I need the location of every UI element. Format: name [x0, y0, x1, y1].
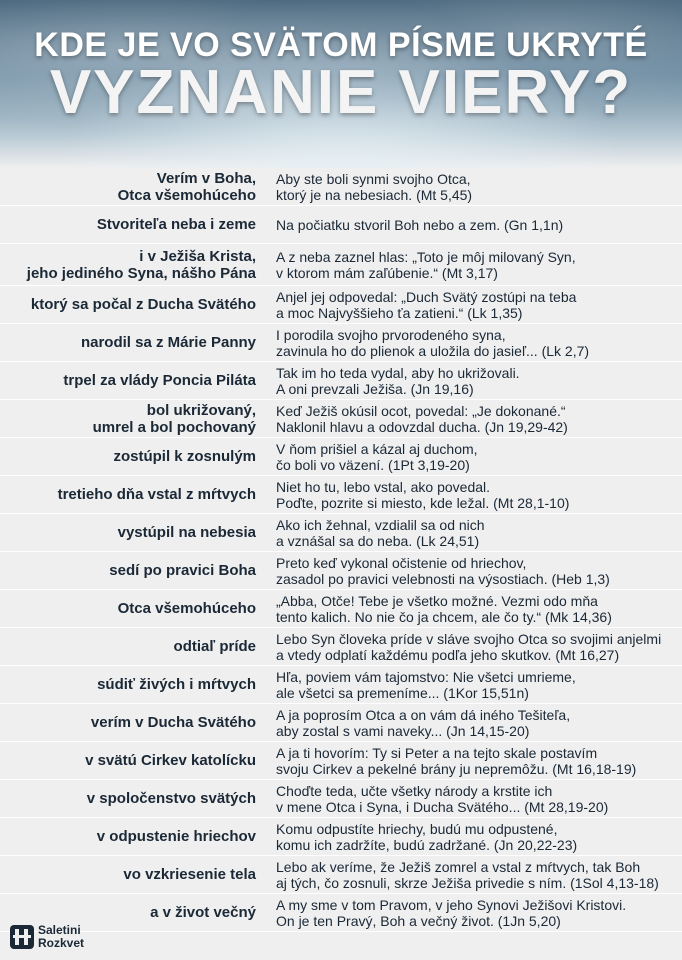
table-row — [0, 476, 682, 514]
table-row — [0, 856, 682, 894]
creed-line: Stvoriteľa neba i zeme — [96, 216, 256, 233]
creed-line: a v život večný — [150, 904, 256, 921]
verse-line: aj tých, čo zosnuli, skrze Ježiša privedie s ním. (1Sol 4,13-18) — [276, 874, 659, 891]
creed-line: vo vzkriesenie tela — [123, 866, 256, 883]
table-row — [0, 742, 682, 780]
creed-line: Otca všemohúceho — [117, 186, 256, 204]
creed-phrase — [20, 438, 256, 475]
creed-phrase — [20, 244, 256, 285]
creed-phrase — [20, 206, 256, 243]
verse-line: tento kalich. No nie čo ja chcem, ale čo ty.“ (Mk 14,36) — [276, 608, 612, 625]
scripture-verse — [276, 742, 672, 779]
creed-line: tretieho dňa vstal z mŕtvych — [57, 486, 256, 503]
verse-line: a moc Najvyššieho ťa zatieni.“ (Lk 1,35) — [276, 304, 523, 321]
verse-line: Preto keď vykonal očistenie od hriechov, — [276, 554, 527, 571]
verse-line: V ňom prišiel a kázal aj duchom, — [276, 440, 478, 457]
verse-line: Niet ho tu, lebo vstal, ako povedal. — [276, 478, 491, 495]
table-row — [0, 590, 682, 628]
verse-line: zasadol po pravici velebnosti na výsostiach. (Heb 1,3) — [276, 570, 610, 587]
creed-line: bol ukrižovaný, — [146, 401, 256, 419]
scripture-verse — [276, 286, 672, 323]
verse-line: Aby ste boli synmi svojho Otca, — [276, 170, 471, 187]
creed-phrase — [20, 362, 256, 399]
logo-line-1: Saletini — [38, 923, 81, 937]
creed-phrase — [20, 628, 256, 665]
table-row — [0, 818, 682, 856]
creed-line: ktorý sa počal z Ducha Svätého — [30, 296, 256, 313]
table-row — [0, 168, 682, 206]
creed-phrase — [20, 590, 256, 627]
verse-line: Komu odpustíte hriechy, budú mu odpustené, — [276, 820, 558, 837]
scripture-verse — [276, 552, 672, 589]
table-row — [0, 438, 682, 476]
scripture-verse — [276, 514, 672, 551]
verse-line: A ja poprosím Otca a on vám dá iného Tešiteľa, — [276, 706, 571, 723]
creed-line: trpel za vlády Poncia Piláta — [63, 372, 256, 389]
creed-line: i v Ježiša Krista, — [139, 247, 256, 265]
creed-phrase — [20, 476, 256, 513]
table-row — [0, 206, 682, 244]
scripture-verse — [276, 894, 672, 931]
verse-line: A ja ti hovorím: Ty si Peter a na tejto skale postavím — [276, 744, 598, 761]
creed-phrase — [20, 780, 256, 817]
verse-line: Lebo ak veríme, že Ježiš zomrel a vstal z mŕtvych, tak Boh — [276, 858, 641, 875]
table-row — [0, 286, 682, 324]
table-row — [0, 324, 682, 362]
creed-phrase — [20, 742, 256, 779]
scripture-verse — [276, 780, 672, 817]
creed-line: Verím v Boha, — [156, 169, 256, 187]
creed-line: súdiť živých i mŕtvych — [97, 676, 256, 693]
saletini-logo-icon — [10, 925, 34, 949]
creed-line: Otca všemohúceho — [117, 600, 256, 617]
verse-line: a vtedy odplatí každému podľa jeho skutkov. (Mt 16,27) — [276, 646, 620, 663]
scripture-verse — [276, 856, 672, 893]
verse-line: zavinula ho do plienok a uložila do jasieľ... (Lk 2,7) — [276, 342, 590, 359]
verse-line: a vznášal sa do neba. (Lk 24,51) — [276, 532, 480, 549]
scripture-verse — [276, 400, 672, 437]
table-row — [0, 780, 682, 818]
logo-line-2: Rozkvet — [38, 936, 85, 950]
verse-line: v ktorom mám zaľúbenie.“ (Mt 3,17) — [276, 264, 498, 281]
table-row — [0, 894, 682, 932]
title-line-2: VYZNANIE VIERY? — [49, 58, 633, 127]
verse-line: čo boli vo väzení. (1Pt 3,19-20) — [276, 456, 470, 473]
creed-table — [0, 168, 682, 932]
verse-line: A my sme v tom Pravom, v jeho Synovi Ježišovi Kristovi. — [276, 896, 627, 913]
creed-phrase — [20, 168, 256, 205]
verse-line: „Abba, Otče! Tebe je všetko možné. Vezmi odo mňa — [276, 592, 598, 609]
verse-line: I porodila svojho prvorodeného syna, — [276, 326, 506, 343]
verse-line: A z neba zaznel hlas: „Toto je môj milovaný Syn, — [276, 248, 576, 265]
creed-line: umrel a bol pochovaný — [92, 418, 256, 436]
scripture-verse — [276, 168, 672, 205]
creed-line: v odpustenie hriechov — [96, 828, 256, 845]
creed-phrase — [20, 286, 256, 323]
verse-line: aby zostal s vami naveky... (Jn 14,15-20) — [276, 722, 530, 739]
scripture-verse — [276, 324, 672, 361]
table-row — [0, 628, 682, 666]
verse-line: ktorý je na nebesiach. (Mt 5,45) — [276, 186, 473, 203]
verse-line: Poďte, pozrite si miesto, kde ležal. (Mt 28,1-10) — [276, 494, 570, 511]
scripture-verse — [276, 244, 672, 285]
table-row — [0, 400, 682, 438]
saletini-logo — [10, 922, 84, 952]
verse-line: v mene Otca i Syna, i Ducha Svätého... (Mt 28,19-20) — [276, 798, 609, 815]
scripture-verse — [276, 818, 672, 855]
creed-phrase — [20, 400, 256, 437]
creed-phrase — [20, 704, 256, 741]
scripture-verse — [276, 590, 672, 627]
creed-phrase — [20, 856, 256, 893]
creed-phrase — [20, 324, 256, 361]
verse-line: Choďte teda, učte všetky národy a krstite ich — [276, 782, 553, 799]
creed-phrase — [20, 666, 256, 703]
verse-line: komu ich zadržíte, budú zadržané. (Jn 20,22-23) — [276, 836, 578, 853]
verse-line: Na počiatku stvoril Boh nebo a zem. (Gn 1,1n) — [276, 216, 564, 233]
logo-text — [38, 924, 84, 950]
creed-line: odtiaľ príde — [173, 638, 256, 655]
table-row — [0, 552, 682, 590]
scripture-verse — [276, 666, 672, 703]
creed-line: sedí po pravici Boha — [109, 562, 256, 579]
verse-line: Tak im ho teda vydal, aby ho ukrižovali. — [276, 364, 520, 381]
title-line-1: KDE JE VO SVÄTOM PÍSME UKRYTÉ — [34, 26, 648, 64]
creed-line: narodil sa z Márie Panny — [80, 334, 256, 351]
verse-line: A oni prevzali Ježiša. (Jn 19,16) — [276, 380, 474, 397]
table-row — [0, 514, 682, 552]
scripture-verse — [276, 628, 672, 665]
verse-line: Anjel jej odpovedal: „Duch Svätý zostúpi na teba — [276, 288, 577, 305]
verse-line: Ako ich žehnal, vzdialil sa od nich — [276, 516, 485, 533]
table-row — [0, 362, 682, 400]
creed-line: verím v Ducha Svätého — [90, 714, 256, 731]
creed-line: jeho jediného Syna, nášho Pána — [26, 264, 256, 282]
table-row — [0, 244, 682, 286]
creed-phrase — [20, 818, 256, 855]
creed-line: v spoločenstvo svätých — [86, 790, 256, 807]
scripture-verse — [276, 206, 672, 243]
scripture-verse — [276, 476, 672, 513]
creed-phrase — [20, 552, 256, 589]
verse-line: Keď Ježiš okúsil ocot, povedal: „Je dokonané.“ — [276, 402, 566, 419]
verse-line: On je ten Pravý, Boh a večný život. (1Jn 5,20) — [276, 912, 561, 929]
verse-line: Hľa, poviem vám tajomstvo: Nie všetci umrieme, — [276, 668, 576, 685]
creed-line: v svätú Cirkev katolícku — [85, 752, 256, 769]
creed-line: vystúpil na nebesia — [117, 524, 256, 541]
scripture-verse — [276, 362, 672, 399]
verse-line: svoju Cirkev a pekelné brány ju nepremôžu. (Mt 16,18-19) — [276, 760, 637, 777]
table-row — [0, 666, 682, 704]
creed-line: zostúpil k zosnulým — [113, 448, 256, 465]
verse-line: ale všetci sa premeníme... (1Kor 15,51n) — [276, 684, 529, 701]
creed-phrase — [20, 514, 256, 551]
table-row — [0, 704, 682, 742]
scripture-verse — [276, 438, 672, 475]
header-banner — [0, 0, 682, 168]
verse-line: Naklonil hlavu a odovzdal ducha. (Jn 19,29-42) — [276, 418, 568, 435]
verse-line: Lebo Syn človeka príde v sláve svojho Otca so svojimi anjelmi — [276, 630, 662, 647]
scripture-verse — [276, 704, 672, 741]
